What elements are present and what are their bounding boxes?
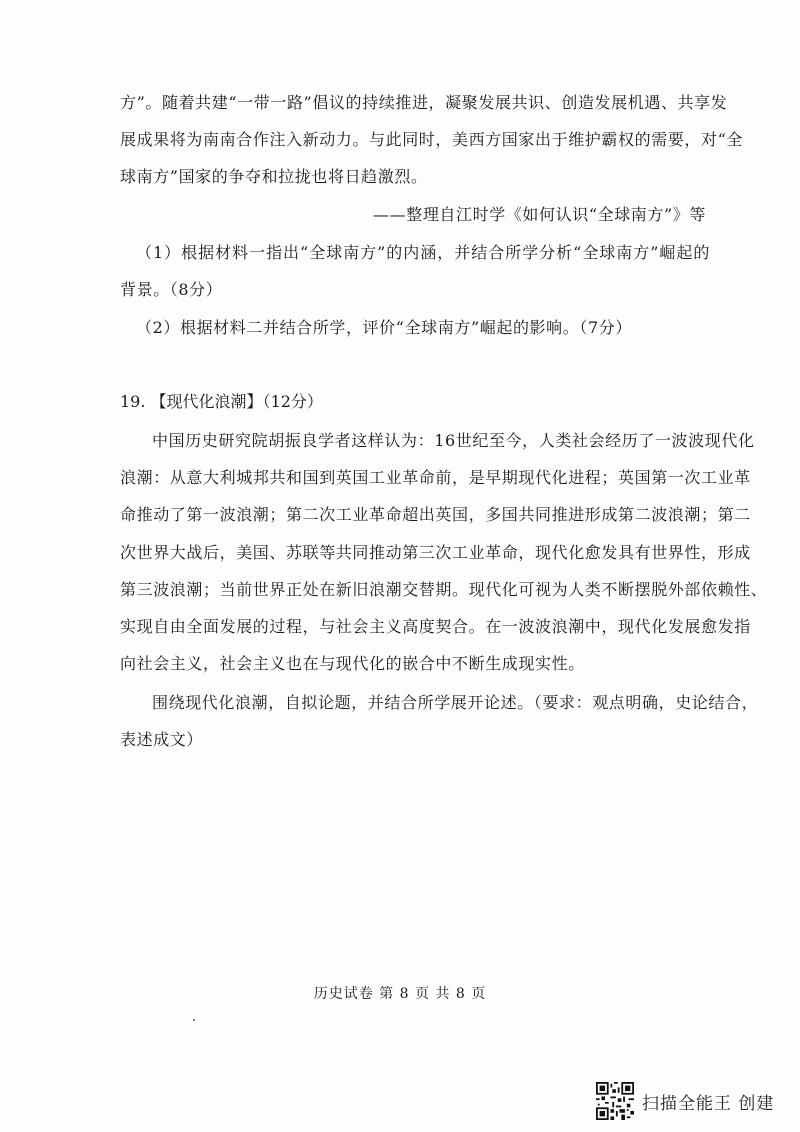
question-score: （12分）	[262, 392, 323, 411]
material-line: 方”。随着共建“一带一路”倡议的持续推进，凝聚发展共识、创造发展机遇、共享发	[120, 93, 728, 112]
passage-line: 实现自由全面发展的过程，与社会主义高度契合。在一波波浪潮中，现代化发展愈发指	[120, 617, 751, 636]
page-footer: 历史试卷 第 8 页 共 8 页	[313, 986, 487, 1002]
passage-line: 次世界大战后，美国、苏联等共同推动第三次工业革命，现代化愈发具有世界性，形成	[120, 543, 751, 562]
question-number: 19.	[120, 392, 146, 411]
qr-code-icon	[596, 1082, 634, 1120]
material-source: ——整理自江时学《如何认识“全球南方”》等	[373, 205, 706, 224]
passage-line: 命推动了第一波浪潮；第二次工业革命超出英国，多国共同推进形成第二波浪潮；第二	[120, 505, 751, 524]
passage-line: 中国历史研究院胡振良学者这样认为：16世纪至今，人类社会经历了一波波现代化	[152, 431, 755, 450]
passage-line: 第三波浪潮；当前世界正处在新旧浪潮交替期。现代化可视为人类不断摆脱外部依赖性、	[120, 580, 768, 599]
task-instruction-cont: 表述成文）	[120, 730, 204, 749]
material-line: 展成果将为南南合作注入新动力。与此同时，美西方国家出于维护霸权的需要，对“全	[120, 130, 743, 149]
subquestion-2: （2）根据材料二并结合所学，评价“全球南方”崛起的影响。（7分）	[136, 318, 632, 337]
material-line: 球南方”国家的争夺和拉拢也将日趋激烈。	[120, 167, 428, 186]
scan-speck	[193, 1019, 195, 1021]
question-19-heading	[120, 391, 323, 413]
subquestion-1-cont: 背景。（8分）	[120, 280, 223, 299]
passage-line: 浪潮：从意大利城邦共和国到英国工业革命前，是早期现代化进程；英国第一次工业革	[120, 468, 751, 487]
subquestion-1: （1）根据材料一指出“全球南方”的内涵，并结合所学分析“全球南方”崛起的	[136, 243, 710, 262]
task-instruction: 围绕现代化浪潮，自拟论题，并结合所学展开论述。（要求：观点明确，史论结合，	[152, 693, 759, 712]
passage-line: 向社会主义，社会主义也在与现代化的嵌合中不断生成现实性。	[120, 654, 585, 673]
watermark-text: 扫描全能王 创建	[642, 1093, 775, 1114]
question-title: 【现代化浪潮】	[150, 392, 263, 411]
scanner-watermark	[596, 1080, 774, 1122]
